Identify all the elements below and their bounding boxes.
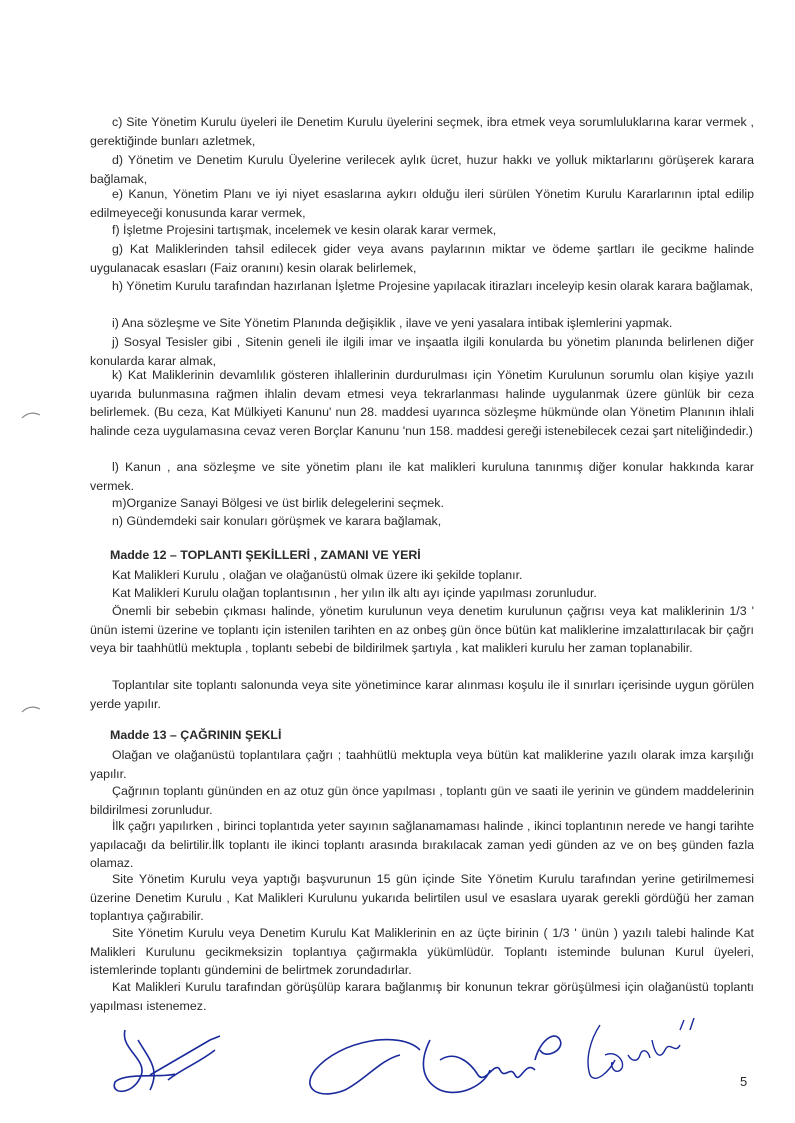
madde-13-title: Madde 13 – ÇAĞRININ ŞEKLİ (110, 728, 282, 742)
madde-12-paragraph: Önemli bir sebebin çıkması halinde, yönetim kurulunun veya denetim kurulunun çağrısı veya kat maliklerinin 1/3 ' ünün istemi üzerine ve toplantı için istenilen tarihten en az onbeş gün önce bütün kat maliklerine imzalattırılacak bir çağrı veya bir taahhütlü mektupla , toplantı sebebi de bildirilmek şartıyla , kat malikleri kurulu her zaman toplanabilir. (90, 604, 754, 655)
madde-12-paragraph: Toplantılar site toplantı salonunda veya site yönetimince karar alınması koşulu ile il sınırları içerisinde uygun görülen yerde yapılır. (90, 678, 754, 711)
clause-i: i) Ana sözleşme ve Site Yönetim Planında değişiklik , ilave ve yeni yasalara intibak işlemlerini yapmak. (112, 316, 673, 330)
signature-1 (114, 1030, 220, 1091)
clause-k: k) Kat Maliklerinin devamlılık gösteren ihlallerinin durdurulması için Yönetim Kurulunun sorumlu olan kişiye yazılı uyarıda bulunmasına rağmen ihlalin devam etmesi veya tekrarlanması halinde uygulanmak üzere günlük bir ceza belirlemek. (Bu ceza, Kat Mülkiyeti Kanunu' nun 28. maddesi uyarınca sözleşme hükmünde olan Yönetim Planının ihlali halinde ceza uygulamasına cevaz veren Borçlar Kanunu 'nun 158. maddesi gereği istenebilecek cezai şart niteliğindedir.) (90, 368, 754, 438)
madde-13-paragraph: Site Yönetim Kurulu veya yaptığı başvurunun 15 gün içinde Site Yönetim Kurulu tarafından yerine getirilmemesi üzerine Denetim Kurulu , Kat Malikleri Kurulunu yukarıda belirtilen usul ve esaslara uyarak gerekli gördüğü her zaman toplantıya çağırabilir. (90, 872, 754, 923)
clause-g: g) Kat Maliklerinden tahsil edilecek gider veya avans paylarının miktar ve ödeme şartları ile gecikme halinde uygulanacak esasları (Faiz oranını) kesin olarak belirlemek, (90, 242, 754, 275)
madde-13-paragraph: İlk çağrı yapılırken , birinci toplantıda yeter sayının sağlanamaması halinde , ikinci toplantının nerede ve hangi tarihte yapılacağı da belirtilir.İlk toplantı ile ikinci toplantı arasında bırakılacak zaman yedi günden az ve on beş günden fazla olamaz. (90, 819, 754, 870)
clause-e: e) Kanun, Yönetim Planı ve iyi niyet esaslarına aykırı olduğu ileri sürülen Yönetim Kurulu Kararlarının iptal edilip edilmeyeceği konusunda karar vermek, (90, 187, 754, 220)
madde-13-paragraph: Çağrının toplantı gününden en az otuz gün önce yapılması , toplantı gün ve saati ile yerinin ve gündem maddelerinin bildirilmesi zorunludur. (90, 784, 754, 817)
signature-2 (310, 1036, 561, 1094)
clause-c: c) Site Yönetim Kurulu üyeleri ile Denetim Kurulu üyelerini seçmek, ibra etmek veya sorumluluklarına karar vermek , gerektiğinde bunları azletmek, (90, 115, 754, 148)
madde-12-paragraph: Kat Malikleri Kurulu , olağan ve olağanüstü olmak üzere iki şekilde toplanır. (112, 568, 523, 582)
clause-f: f) İşletme Projesini tartışmak, incelemek ve kesin olarak karar vermek, (112, 223, 497, 237)
madde-13-paragraph: Site Yönetim Kurulu veya Denetim Kurulu Kat Maliklerinin en az üçte birinin ( 1/3 ' ünün ) yazılı talebi halinde Kat Malikleri Kurulunu gecikmeksizin toplantıya çağırmakla yükümlüdür. Toplantı isteminde bulunan Kurul üyeleri, istemlerinde toplantı gündemini de belirtmek zorundadırlar. (90, 926, 754, 977)
madde-13-paragraph: Kat Malikleri Kurulu tarafından görüşülüp karara bağlanmış bir konunun tekrar görüşülmesi için olağanüstü toplantı yapılması istenemez. (90, 980, 754, 1013)
clause-n: n) Gündemdeki sair konuları görüşmek ve karara bağlamak, (112, 514, 442, 528)
clause-d: d) Yönetim ve Denetim Kurulu Üyelerine verilecek aylık ücret, huzur hakkı ve yolluk miktarlarını görüşerek karara bağlamak, (90, 153, 754, 186)
clause-j: j) Sosyal Tesisler gibi , Sitenin geneli ile ilgili imar ve inşaatla ilgili konularda bu yönetim planında belirlenen diğer konularda karar almak, (90, 335, 754, 368)
clause-m: m)Organize Sanayi Bölgesi ve üst birlik delegelerini seçmek. (112, 496, 444, 510)
madde-13-paragraph: Olağan ve olağanüstü toplantılara çağrı ; taahhütlü mektupla veya bütün kat maliklerine yazılı olarak imza karşılığı yapılır. (90, 748, 754, 781)
clause-l: l) Kanun , ana sözleşme ve site yönetim planı ile kat malikleri kuruluna tanınmış diğer konular hakkında karar vermek. (90, 460, 754, 493)
signature-3 (588, 1018, 694, 1078)
madde-12-paragraph: Kat Malikleri Kurulu olağan toplantısının , her yılın ilk altı ayı içinde yapılması zorunludur. (112, 586, 597, 600)
clause-h: h) Yönetim Kurulu tarafından hazırlanan İşletme Projesine yapılacak itirazları inceleyip kesin olarak karara bağlamak, (112, 279, 753, 293)
madde-12-title: Madde 12 – TOPLANTI ŞEKİLLERİ , ZAMANI VE YERİ (110, 548, 421, 562)
page-number: 5 (740, 1074, 748, 1089)
